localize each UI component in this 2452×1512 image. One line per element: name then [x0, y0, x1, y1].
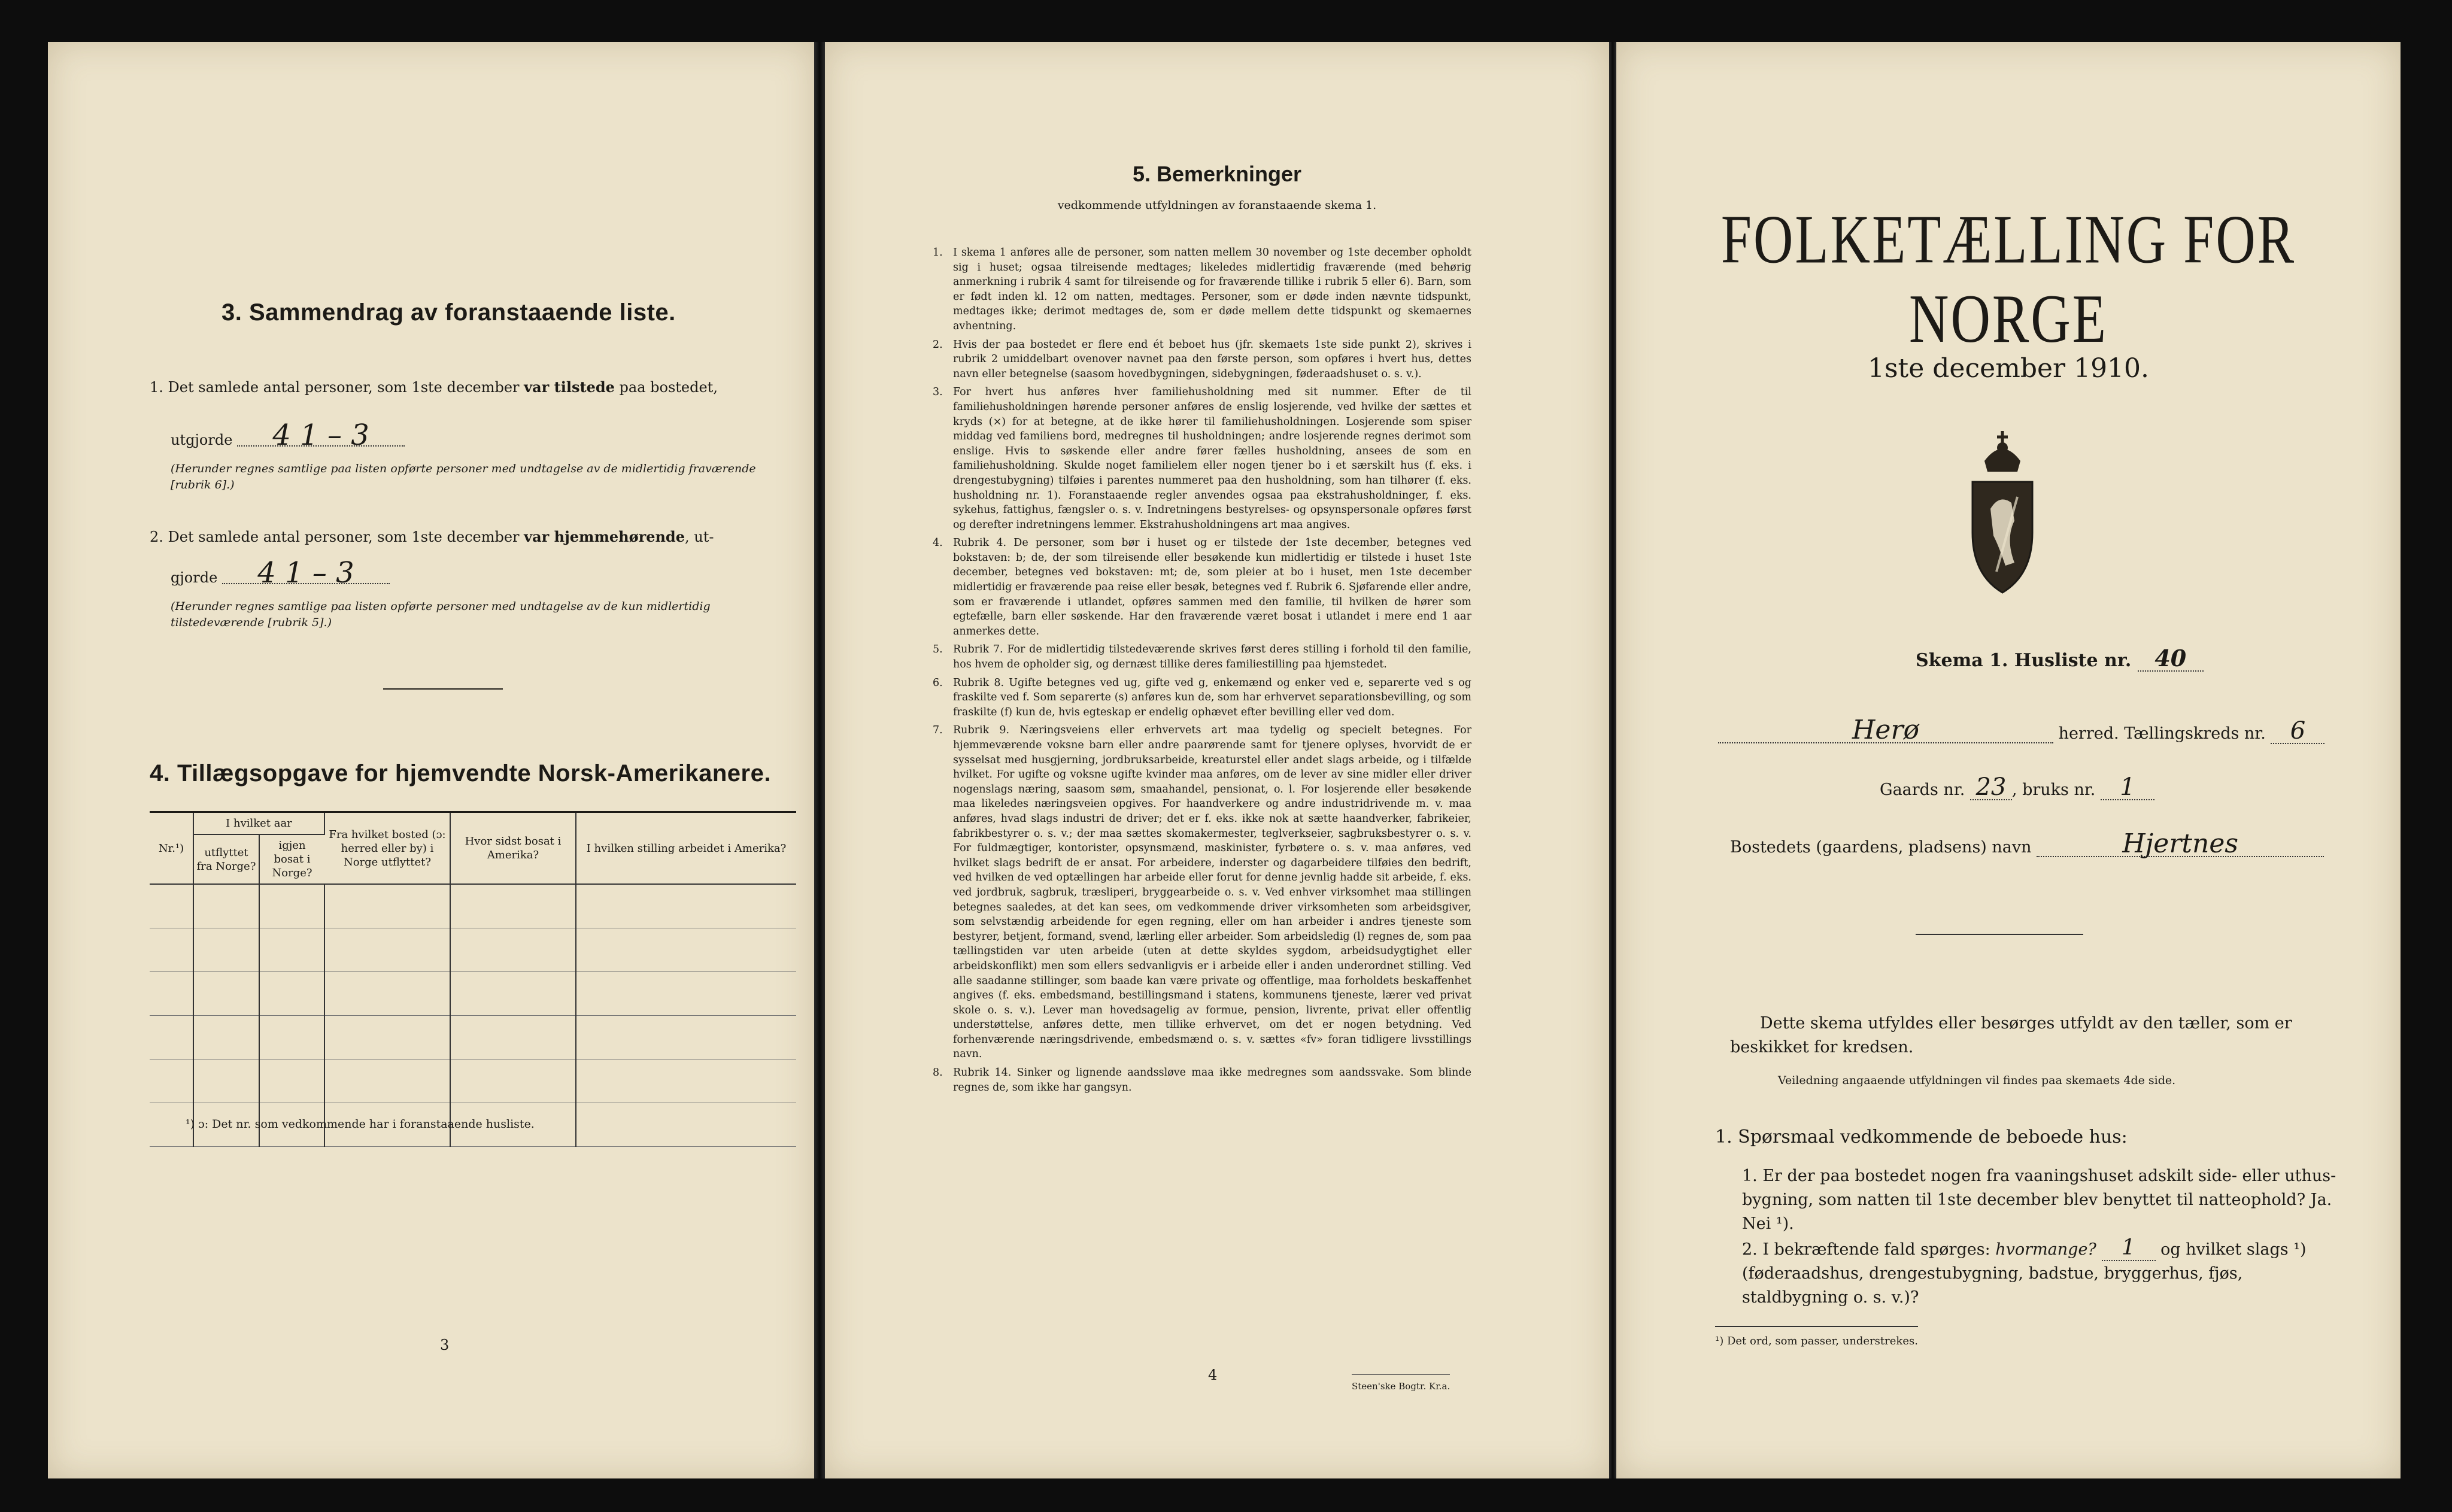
list-item [933, 338, 1471, 382]
bemerkninger-subtitle: vedkommende utfyldningen av foranstaaende skema 1. [1057, 199, 1377, 212]
list-item-number: 5. [933, 643, 943, 656]
list-item [933, 1065, 1471, 1095]
q2-count-field: 1 [2102, 1236, 2156, 1261]
bosted-row: Bostedets (gaardens, pladsens) navn Hjertnes [1730, 832, 2389, 860]
list-item-number: 7. [933, 724, 943, 737]
list-item [933, 642, 1471, 672]
printer-mark: Steen'ske Bogtr. Kr.a. [1352, 1374, 1450, 1396]
bruks-field[interactable]: 1 [2101, 775, 2154, 800]
book-fold [1609, 42, 1616, 1478]
list-item [933, 676, 1471, 720]
intro-sub: Veiledning angaaende utfyldningen vil findes paa skemaets 4de side. [1778, 1074, 2176, 1087]
table-row[interactable] [150, 972, 796, 1016]
list-item [933, 723, 1471, 1062]
list-item [933, 245, 1471, 334]
census-date: 1ste december 1910. [1867, 353, 2150, 384]
bemerkninger-title: 5. Bemerkninger [1132, 162, 1302, 186]
summary-item-2-note: (Herunder regnes samtlige paa listen opførte personer med undtagelse av de kun midlertidig tilstedeværende [rubrik 5].) [171, 600, 711, 629]
col-stilling: I hvilken stilling arbeidet i Amerika? [576, 813, 796, 884]
list-item-text: Hvis der paa bostedet er flere end ét beboet hus (jfr. skemaets 1ste side punkt 2), skrives i rubrik 2 umiddelbart ovenover navnet paa den første person, som opføres i hvert hus, dettes navn eller betegnelse (saasom hovedbygningen, sidebygningen, føderaadshuset o. s. v.). [953, 338, 1471, 380]
page-number: 3 [440, 1337, 450, 1353]
question-2[interactable]: 2. I bekræftende fald spørges: hvormange? 1 og hvilket slags ¹) (føderaadshus, drengestubygning, badstue, bryggerhus, fjøs, staldbygning o. s. v.)? [1742, 1235, 2307, 1307]
kreds-field[interactable]: 6 [2271, 719, 2324, 744]
col-group-year: I hvilket aar [193, 813, 324, 834]
list-item-number: 6. [933, 676, 943, 689]
list-item [933, 385, 1471, 532]
herred-row: Herø herred. Tællingskreds nr. 6 [1718, 718, 2377, 746]
section-3-title: 3. Sammendrag av foranstaaende liste. [221, 299, 676, 326]
husliste-number[interactable]: 40 [2138, 646, 2204, 672]
page-number: 4 [1208, 1367, 1218, 1383]
page-3 [48, 42, 814, 1478]
summary-item-1: 1. Det samlede antal personer, som 1ste december var tilstede paa bostedet, [150, 378, 718, 396]
herred-field[interactable]: Herø [1718, 718, 2053, 743]
intro-text: Dette skema utfyldes eller besørges utfyldt av den tæller, som er beskikket for kredsen. [1730, 1014, 2292, 1056]
list-item-number: 3. [933, 386, 943, 399]
col-fra-bosted: Fra hvilket bosted (ɔ: herred eller by) i Norge utflyttet? [324, 813, 450, 884]
question-1[interactable]: 1. Er der paa bostedet nogen fra vaaningshuset adskilt side- eller uthus-bygning, som natten til 1ste december blev benyttet til natteophold? Ja. Nei ¹). [1742, 1167, 2336, 1233]
summary-item-2: 2. Det samlede antal personer, som 1ste december var hjemmehørende, ut- [150, 528, 714, 545]
skema-label: Skema 1. Husliste nr. 40 [1916, 646, 2204, 673]
col-nr: Nr.¹) [150, 813, 193, 884]
col-utflyttet: utflyttet fra Norge? [193, 834, 259, 884]
table-row[interactable] [150, 928, 796, 972]
norsk-amerikanere-table [150, 813, 796, 1147]
coat-of-arms-icon [1958, 425, 2047, 599]
list-item-text: I skema 1 anføres alle de personer, som natten mellem 30 november og 1ste december opholdt sig i huset; ogsaa tilreisende medtages; likeledes midlertidig fraværende (med behørig anmerkning i rubrik 4 samt for tilreisende og for fraværende tillike i rubrik 5 eller 6). Barn, som er født inden kl. 12 om natten, medtages. Personer, som er døde inden nævnte tidspunkt, medtages ikke; derimot medtages de, som er døde mellem dette tidspunkt og skemaernes avhentning. [953, 247, 1471, 332]
table-footnote: ¹) ɔ: Det nr. som vedkommende har i foranstaaende husliste. [186, 1118, 535, 1131]
list-item-number: 4. [933, 537, 943, 549]
col-sidst-bosat: Hvor sidst bosat i Amerika? [450, 813, 576, 884]
bemerkninger-list [933, 245, 1471, 1098]
bosted-field[interactable]: Hjertnes [2037, 832, 2324, 857]
list-item [933, 536, 1471, 639]
gaards-row: Gaards nr. 23 , bruks nr. 1 [1880, 775, 2154, 802]
list-item-number: 2. [933, 338, 943, 351]
list-item-number: 8. [933, 1067, 943, 1079]
table-row[interactable] [150, 1059, 796, 1103]
list-item-text: Rubrik 8. Ugifte betegnes ved ug, gifte ved g, enkemænd og enker ved e, separerte ved s og fraskilte ved f. Som separerte (s) anføres kun de, som har erhvervet separationsbevilling, og som fraskilte (f) kun de, hvis egteskap er endelig ophævet efter bevilling eller ved dom. [953, 676, 1471, 718]
list-item-text: Rubrik 14. Sinker og lignende aandssløve maa ikke medregnes som aandssvake. Som blinde regnes de, som ikke har gangsyn. [953, 1067, 1471, 1094]
summary-item-1-value[interactable]: utgjorde 4 1 – 3 [171, 425, 590, 450]
handwritten-count-present: 4 1 – 3 [237, 425, 405, 447]
list-item-text: Rubrik 9. Næringsveiens eller erhvervets art maa tydelig og specielt betegnes. For hjemmeværende voksne barn eller andre paarørende samt for tjenere oplyses, hvorvidt de er sysselsat med husgjerning, jordbruksarbeide, kreaturstel eller andet slags arbeide, og i tilfælde hvilket. For ugifte og voksne ugifte kvinder maa anføres, om de lever av sine midler eller driver nogenslags næring, saasom søm, smaahandel, pensionat, o. l. For losjerende eller besøkende maa likeledes næringsveien opgives. For haandverkere og andre industridrivende m. v. maa anføres, hvad slags industri de driver; det er f. eks. ikke nok at sætte haandverker, fabrikeier, fabrikbestyrer o. s. v.; der maa sættes skomakermester, teglverkseier, sagbruksbestyrer o. s. v. For fuldmægtiger, kontorister, opsynsmænd, maskinister, fyrbøtere o. s. v. maa anføres, ved hvilket slags bedrift de er ansat. For arbeidere, inderster og dagarbeidere tilføies den bedrift, ved hvilken de ved optællingen har arbeide eller forut for denne jevnlig hadde sit arbeide, f. eks. ved jordbruk, sagbruk, træsliperi, bryggearbeide o. s. v. Ved enhver virksomhet maa stillingen betegnes saaledes, at det kan sees, om vedkommende driver virksomheten som arbeidsgiver, som selvstændig arbeidende for egen regning, eller om han arbeider i andres tjeneste som bestyrer, betjent, formand, svend, lærling eller arbeider. Som arbeidsledig (l) regnes de, som paa tællingstiden var uten arbeide (uten at dette skyldes sygdom, arbeidsudygtighet eller arbeidskonflikt) men som ellers sedvanligvis er i arbeide eller i anden underordnet stilling. Ved alle saadanne stillinger, som baade kan være private og offentlige, maa forholdets beskaffenhet angives (f. eks. embedsmand, bestillingsmand i statens, kommunens tjeneste, lærer ved privat skole o. s. v.). Lever man hovedsagelig av formue, pension, livrente, privat eller offentlig understøttelse, anføres dette, men tillike erhvervet, om det er nogen betydning. Ved forhenværende næringsdrivende, embedsmænd o. s. v. sættes «fv» foran tidligere livsstillings navn. [953, 724, 1471, 1061]
summary-item-2-value[interactable]: gjorde 4 1 – 3 [171, 563, 590, 588]
page-4 [825, 42, 1609, 1478]
table-row[interactable] [150, 884, 796, 928]
handwritten-count-resident: 4 1 – 3 [222, 563, 390, 584]
gaards-field[interactable]: 23 [1970, 775, 2012, 800]
section-4-title: 4. Tillægsopgave for hjemvendte Norsk-Amerikanere. [150, 760, 771, 787]
list-item-text: For hvert hus anføres hver familiehusholdning med sit nummer. Efter de til familiehusholdningen hørende personer anføres de enslig losjerende, ved hvilke der sættes et kryds (×) for at betegne, at de ikke hører til familiehusholdningen. Losjerende som spiser middag ved familiens bord, medregnes til husholdningen; andre losjerende regnes derimot som enslige. Hvis to søskende eller andre fører fælles husholdning, ansees de som en familiehusholdning. Skulde noget familielem eller nogen tjener bo i et særskilt hus (f. eks. i drengestubygning) tilføies i parentes nummeret paa den husholdning, som han tilhører (f. eks. husholdning nr. 1). Foranstaaende regler anvendes ogsaa paa ekstrahusholdninger, f. eks. sykehus, fattighus, fængsler o. s. v. Indretningens bestyrelses- og opsynspersonale opføres først og derefter indretningens lemmer. Ekstrahusholdningens art maa angives. [953, 386, 1471, 531]
list-item-text: Rubrik 7. For de midlertidig tilstedeværende skrives først deres stilling i forhold til den familie, hos hvem de opholder sig, og dernæst tillike deres familiestilling paa hjemstedet. [953, 643, 1471, 671]
summary-item-1-note: (Herunder regnes samtlige paa listen opførte personer med undtagelse av de midlertidig fraværende [rubrik 6].) [171, 462, 756, 491]
divider [383, 688, 503, 690]
footnote: ¹) Det ord, som passer, understrekes. [1715, 1326, 1918, 1353]
questions-title: 1. Spørsmaal vedkommende de beboede hus: [1715, 1127, 2128, 1147]
table-row[interactable] [150, 1016, 796, 1059]
book-fold [814, 42, 825, 1478]
census-title: FOLKETÆLLING FOR NORGE [1720, 201, 2296, 357]
page-1-cover [1616, 42, 2401, 1478]
col-igjen-bosat: igjen bosat i Norge? [259, 834, 324, 884]
list-item-text: Rubrik 4. De personer, som bør i huset og er tilstede der 1ste december, betegnes ved bokstaven: b; de, der som tilreisende eller besøkende kun midlertidig er tilstede i huset 1ste december, betegnes ved bokstaven: mt; de, som pleier at bo i huset, men 1ste december midlertidig er fraværende paa reise eller besøk, betegnes ved f. Rubrik 6. Sjøfarende eller andre, som er fraværende i utlandet, opføres sammen med den familie, til hvilken de hører som egtefælle, barn eller søskende. Har den fraværende været bosat i utlandet i mere end 1 aar anmerkes dette. [953, 537, 1471, 637]
list-item-number: 1. [933, 247, 943, 259]
ornament-rule [1916, 934, 2083, 935]
